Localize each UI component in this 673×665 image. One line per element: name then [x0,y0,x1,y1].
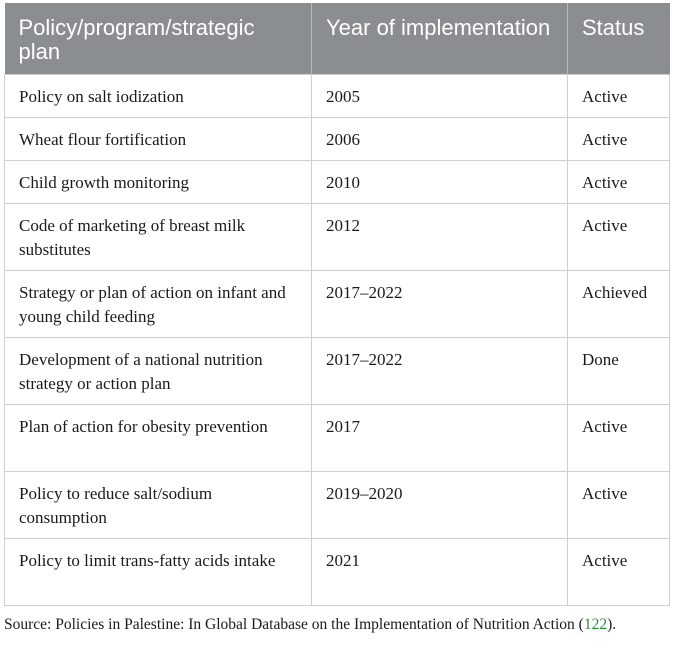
table-header-row [5,3,670,75]
year-cell: 2005 [312,75,568,118]
year-cell: 2019–2020 [312,472,568,539]
table-footnote [4,613,666,637]
header-status: Status [568,3,670,75]
status-cell: Active [568,204,670,271]
policy-cell: Policy to reduce salt/sodium consumption [5,472,312,539]
policy-cell: Development of a national nutrition strategy or action plan [5,338,312,405]
reference-link[interactable]: 122 [583,616,608,633]
policy-cell: Plan of action for obesity prevention [5,405,312,472]
year-cell: 2010 [312,161,568,204]
header-year: Year of implementation [312,3,568,75]
policy-cell: Wheat flour fortification [5,118,312,161]
header-policy: Policy/program/strategic plan [5,3,312,75]
table-row [5,161,670,204]
table-row [5,75,670,118]
table-row [5,271,670,338]
table-row [5,539,670,606]
footnote-source-text: Source: Policies in Palestine: In Global Database on the Implementation of Nutrition Action ( [4,616,584,633]
status-cell: Active [568,405,670,472]
year-cell: 2017 [312,405,568,472]
year-cell: 2017–2022 [312,338,568,405]
status-cell: Achieved [568,271,670,338]
status-cell: Done [568,338,670,405]
policy-cell: Child growth monitoring [5,161,312,204]
policy-cell: Policy to limit trans-fatty acids intake [5,539,312,606]
policy-cell: Code of marketing of breast milk substitutes [5,204,312,271]
status-cell: Active [568,161,670,204]
year-cell: 2006 [312,118,568,161]
status-cell: Active [568,472,670,539]
year-cell: 2017–2022 [312,271,568,338]
status-cell: Active [568,539,670,606]
policy-table [4,3,670,606]
table-row [5,338,670,405]
status-cell: Active [568,118,670,161]
year-cell: 2012 [312,204,568,271]
table-row [5,405,670,472]
policy-table-container [4,3,669,606]
table-row [5,204,670,271]
year-cell: 2021 [312,539,568,606]
policy-cell: Strategy or plan of action on infant and young child feeding [5,271,312,338]
table-row [5,472,670,539]
table-row [5,118,670,161]
status-cell: Active [568,75,670,118]
footnote-closing-text: ). [607,616,617,633]
policy-cell: Policy on salt iodization [5,75,312,118]
